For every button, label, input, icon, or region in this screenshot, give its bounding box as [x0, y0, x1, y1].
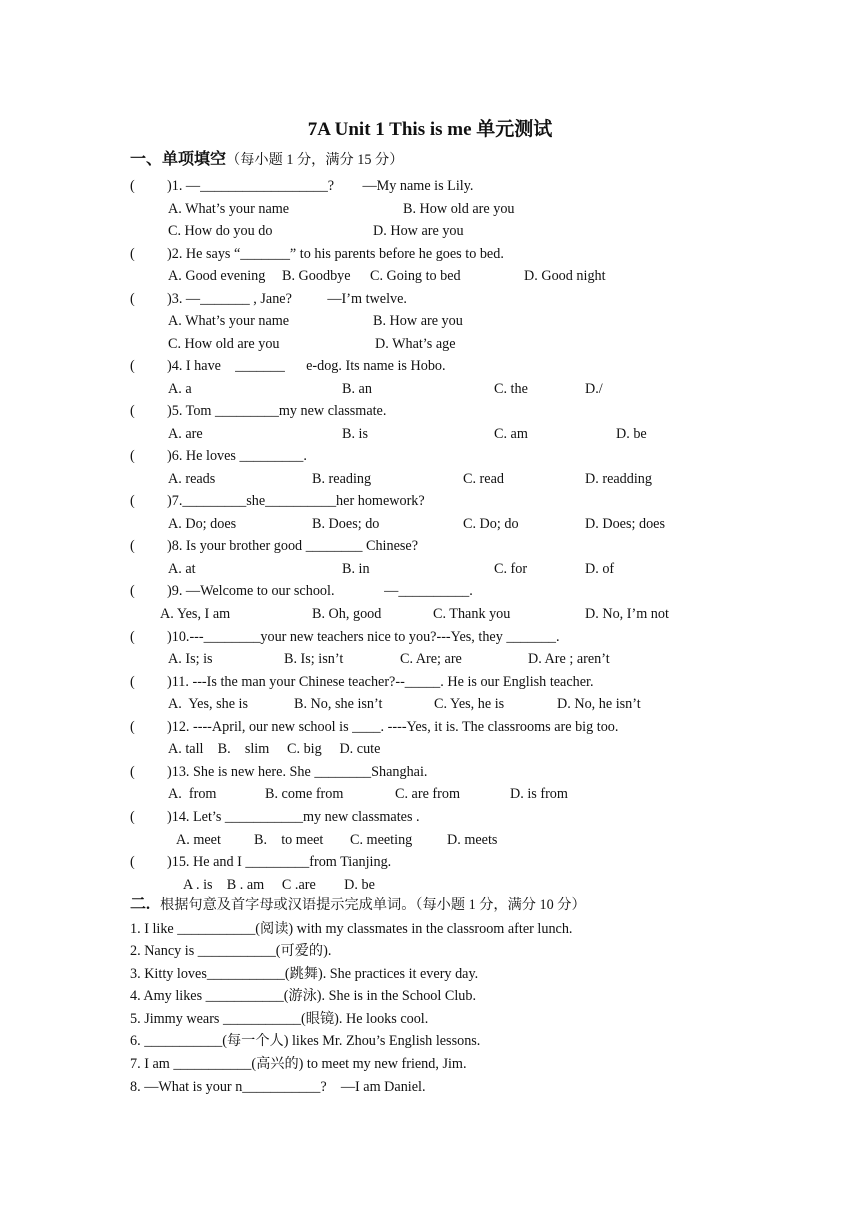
section-1-header [130, 150, 403, 170]
option: D. No, I’m not [585, 606, 669, 622]
question-stem: )4. I have _______ e-dog. Its name is Hobo. [167, 358, 446, 374]
section-1-heading: 单项填空 [162, 151, 227, 168]
answer-bracket: ( [130, 246, 135, 262]
option: A. Is; is [168, 651, 213, 667]
option: A. at [168, 561, 196, 577]
option: A. What’s your name [168, 201, 290, 217]
question-4 [130, 356, 446, 376]
question-5 [130, 401, 386, 421]
question-10 [130, 627, 560, 647]
answer-bracket: ( [130, 809, 135, 825]
option: C. the [494, 381, 528, 397]
option: D. Are ; aren’t [528, 651, 610, 667]
question-15 [130, 852, 391, 872]
option: A. from [168, 786, 217, 802]
section-2-number: 二. [130, 896, 151, 913]
option-row: A. tall B. slim C. big D. cute [168, 741, 381, 757]
option: A. Yes, she is [168, 696, 249, 712]
option: C. Do; do [463, 516, 519, 532]
option: D./ [585, 381, 603, 397]
option: A. meet [176, 832, 221, 848]
answer-bracket: ( [130, 291, 135, 307]
option: C. am [494, 426, 528, 442]
answer-bracket: ( [130, 719, 135, 735]
question-stem: )5. Tom _________my new classmate. [167, 403, 387, 419]
option: B. is [342, 426, 369, 442]
option: B. to meet [254, 832, 324, 848]
option: A. Good evening [168, 268, 266, 284]
fill-in-item: 4. Amy likes ___________(游泳). She is in the School Club. [130, 988, 477, 1004]
option: D. of [585, 561, 615, 577]
question-13 [130, 762, 427, 782]
fill-in-item: 1. I like ___________(阅读) with my classmates in the classroom after lunch. [130, 921, 573, 937]
question-stem: )11. ---Is the man your Chinese teacher?--_____. He is our English teacher. [167, 674, 594, 690]
question-stem: )12. ----April, our new school is ____. ----Yes, it is. The classrooms are big too. [167, 719, 619, 735]
answer-bracket: ( [130, 403, 135, 419]
answer-bracket: ( [130, 493, 135, 509]
question-2 [130, 244, 504, 264]
option: D. meets [447, 832, 498, 848]
fill-in-item: 3. Kitty loves___________(跳舞). She practices it every day. [130, 966, 479, 982]
option: C. for [494, 561, 528, 577]
answer-bracket: ( [130, 854, 135, 870]
option: A. Do; does [168, 516, 237, 532]
question-stem: )7._________she__________her homework? [167, 493, 425, 509]
question-stem: )14. Let’s ___________my new classmates . [167, 809, 420, 825]
question-11 [130, 672, 594, 692]
answer-bracket: ( [130, 358, 135, 374]
option: C. How old are you [168, 336, 280, 352]
option: D. readding [585, 471, 652, 487]
option: D. Good night [524, 268, 606, 284]
question-stem: )8. Is your brother good ________ Chinese? [167, 538, 418, 554]
question-stem: )3. —_______ , Jane? —I’m twelve. [167, 291, 407, 307]
answer-bracket: ( [130, 448, 135, 464]
option: A. reads [168, 471, 216, 487]
option: A. are [168, 426, 203, 442]
section-2-heading: 根据句意及首字母或汉语提示完成单词。（每小题 1 分，满分 10 分） [160, 897, 586, 913]
question-stem: )15. He and I _________from Tianjing. [167, 854, 392, 870]
question-6 [130, 446, 307, 466]
question-stem: )2. He says “_______” to his parents before he goes to bed. [167, 246, 504, 262]
option: C. meeting [350, 832, 413, 848]
question-9 [130, 581, 473, 601]
option: B. Does; do [312, 516, 380, 532]
option: B. How old are you [403, 201, 515, 217]
option: B. No, she isn’t [294, 696, 383, 712]
option: D. Does; does [585, 516, 665, 532]
answer-bracket: ( [130, 583, 135, 599]
option: B. in [342, 561, 370, 577]
option: C. How do you do [168, 223, 273, 239]
answer-bracket: ( [130, 178, 135, 194]
fill-in-item: 5. Jimmy wears ___________(眼镜). He looks cool. [130, 1011, 429, 1027]
question-12 [130, 717, 618, 737]
option: C. Thank you [433, 606, 511, 622]
question-7 [130, 491, 425, 511]
option: D. No, he isn’t [557, 696, 641, 712]
question-1 [130, 176, 473, 196]
answer-bracket: ( [130, 629, 135, 645]
option: B. Is; isn’t [284, 651, 344, 667]
option: D. What’s age [375, 336, 456, 352]
question-stem: )1. —__________________? —My name is Lily. [167, 178, 474, 194]
option: B. an [342, 381, 372, 397]
option: C. Going to bed [370, 268, 461, 284]
question-stem: )10.---________your new teachers nice to you?---Yes, they _______. [167, 629, 560, 645]
fill-in-item: 6. ___________(每一个人) likes Mr. Zhou’s English lessons. [130, 1033, 481, 1049]
option: A. Yes, I am [160, 606, 231, 622]
option-row: A . is B . am C .are D. be [183, 877, 375, 893]
question-stem: )13. She is new here. She ________Shanghai. [167, 764, 428, 780]
option: D. is from [510, 786, 568, 802]
question-stem: )9. —Welcome to our school. —__________. [167, 583, 473, 599]
option: A. a [168, 381, 192, 397]
question-stem: )6. He loves _________. [167, 448, 307, 464]
option: D. be [616, 426, 647, 442]
option: B. reading [312, 471, 372, 487]
option: B. come from [265, 786, 344, 802]
worksheet-title: 7A Unit 1 This is me 单元测试 [307, 119, 553, 140]
fill-in-item: 2. Nancy is ___________(可爱的). [130, 943, 332, 959]
option: B. How are you [373, 313, 463, 329]
option: A. What’s your name [168, 313, 290, 329]
section-2-header [130, 895, 586, 915]
option: C. are from [395, 786, 461, 802]
question-14 [130, 807, 420, 827]
answer-bracket: ( [130, 674, 135, 690]
option: B. Goodbye [282, 268, 351, 284]
option: C. read [463, 471, 504, 487]
question-8 [130, 536, 418, 556]
answer-bracket: ( [130, 538, 135, 554]
option: D. How are you [373, 223, 464, 239]
option: C. Are; are [400, 651, 462, 667]
answer-bracket: ( [130, 764, 135, 780]
fill-in-item: 7. I am ___________(高兴的) to meet my new friend, Jim. [130, 1056, 467, 1072]
section-1-note: （每小题 1 分，满分 15 分） [226, 152, 404, 168]
section-1-number: 一、 [130, 151, 163, 168]
option: C. Yes, he is [434, 696, 505, 712]
fill-in-item: 8. —What is your n___________? —I am Daniel. [130, 1079, 426, 1095]
option: B. Oh, good [312, 606, 382, 622]
question-3 [130, 289, 407, 309]
